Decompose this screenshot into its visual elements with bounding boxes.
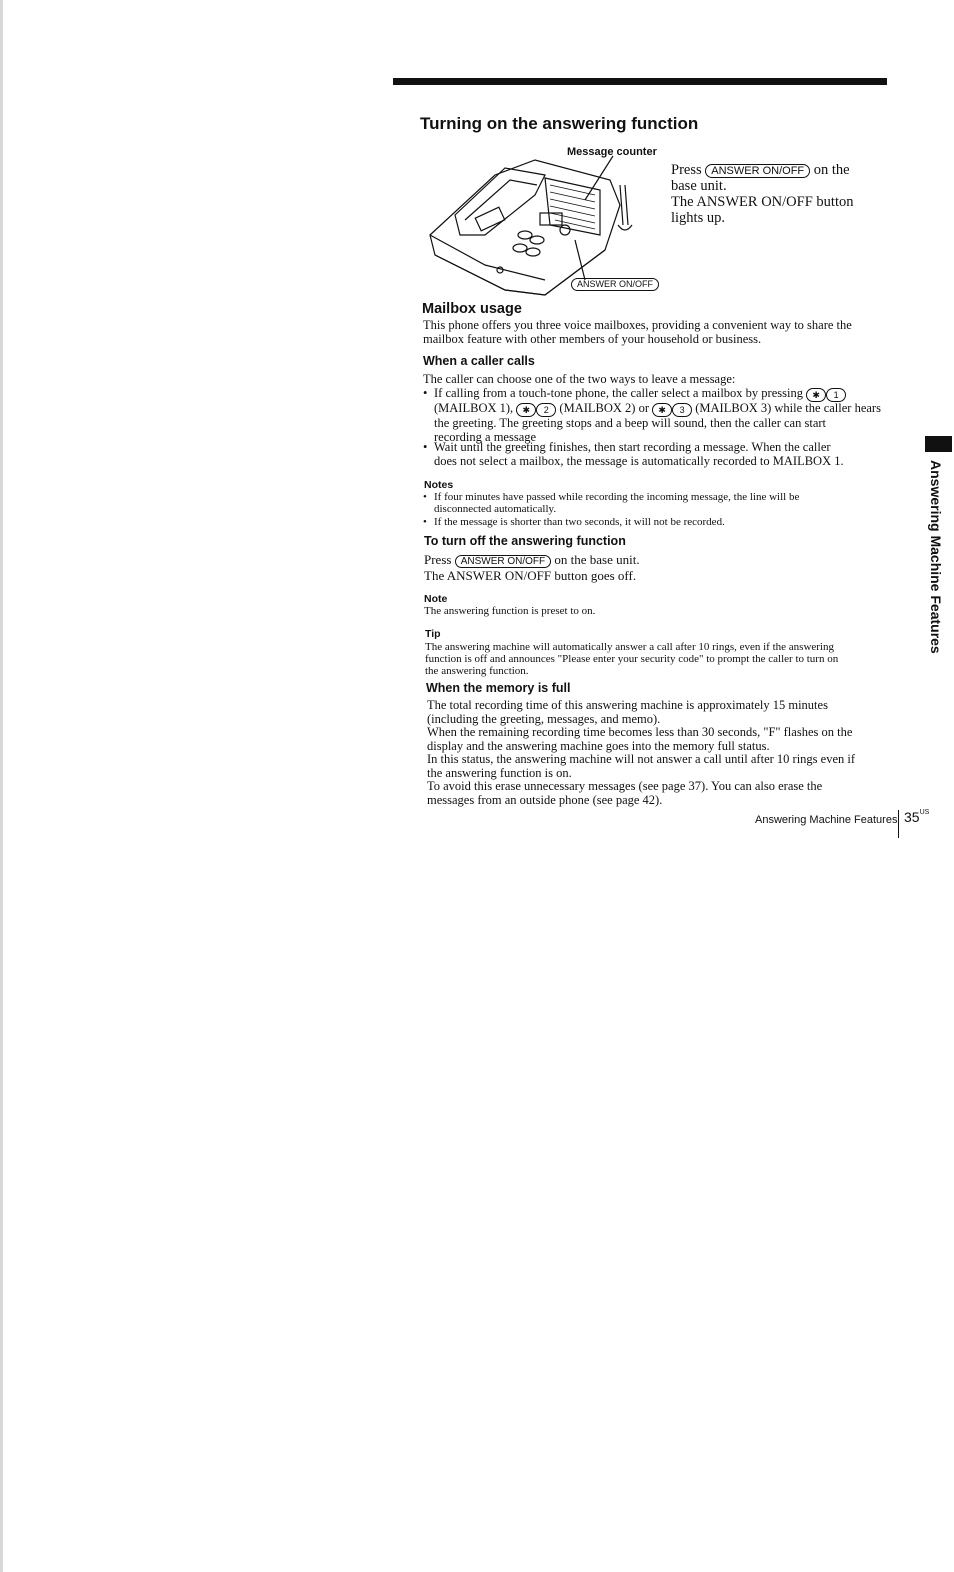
bullet-1-line-4: recording a message xyxy=(434,429,537,444)
star-key: ✱ xyxy=(806,388,826,402)
side-tab-text: Answering Machine Features xyxy=(928,460,944,654)
page-number: $35^{US}$ xyxy=(904,809,930,825)
note-heading: Note xyxy=(424,593,448,605)
star-key: ✱ xyxy=(516,403,536,417)
section-title: Turning on the answering function xyxy=(420,114,699,133)
press-line-1 xyxy=(671,162,876,178)
footer-section-label: Answering Machine Features xyxy=(755,814,898,826)
turn-off-line-1: Press ANSWER ON/OFF on the base unit. xyxy=(424,552,640,567)
side-tab-marker xyxy=(925,436,952,452)
press-instructions xyxy=(671,162,876,226)
bullet-2-line-2: does not select a mailbox, the message is automatically recorded to MAILBOX 1. xyxy=(434,453,844,468)
caller-calls-heading: When a caller calls xyxy=(423,354,535,368)
note-1: • If four minutes have passed while recording the incoming message, the line will be disconnected automatically. xyxy=(422,491,904,515)
press-word: Press xyxy=(671,162,702,178)
press-line-1-suffix: on the xyxy=(813,162,850,178)
press-line-2: base unit. xyxy=(671,178,727,194)
press-line-3: The ANSWER ON/OFF button xyxy=(671,194,854,210)
mailbox-intro-line-1: This phone offers you three voice mailboxes, providing a convenient way to share the xyxy=(423,318,852,332)
page-suffix: US xyxy=(919,809,930,816)
star-key: ✱ xyxy=(652,403,672,417)
bullet-1-line-1: • If calling from a touch-tone phone, the caller select a mailbox by pressing ✱ 1 xyxy=(434,387,904,402)
caller-bullet-2 xyxy=(422,441,904,468)
answering-machine-illustration xyxy=(425,140,670,300)
turn-off-heading: To turn off the answering function xyxy=(424,534,626,548)
memory-full-heading: When the memory is full xyxy=(426,681,571,695)
key-2: 2 xyxy=(536,403,556,417)
tip-text: The answering machine will automatically answer a call after 10 rings, even if the answering function is off and announces "Please enter your security code" to prompt the caller to turn on the answering function. xyxy=(425,641,839,677)
notes-heading: Notes xyxy=(424,479,454,491)
turn-off-line-2: The ANSWER ON/OFF button goes off. xyxy=(424,568,637,583)
top-rule xyxy=(393,78,887,85)
bullet-1-line-3: the greeting. The greeting stops and a beep will sound, then the caller can start xyxy=(434,416,827,430)
bullet-2-line-1: • Wait until the greeting finishes, then start recording a message. When the caller xyxy=(434,440,831,454)
page-edge xyxy=(0,0,3,1572)
note-text: The answering function is preset to on. xyxy=(424,605,596,617)
key-1: 1 xyxy=(826,388,846,402)
mailbox-usage-heading: Mailbox usage xyxy=(422,301,522,317)
answer-onoff-key: ANSWER ON/OFF xyxy=(705,164,810,178)
message-counter-label: Message counter xyxy=(567,146,657,158)
answer-onoff-figure-label: ANSWER ON/OFF xyxy=(571,278,659,291)
side-tab-label xyxy=(914,460,954,670)
tip-heading: Tip xyxy=(425,628,441,640)
key-3: 3 xyxy=(672,403,692,417)
bullet-1-line-2: (MAILBOX 1), ✱ 2 (MAILBOX 2) or ✱ 3 (MAILBOX 3) while the caller hears xyxy=(434,401,881,415)
note-2: • If the message is shorter than two seconds, it will not be recorded. xyxy=(422,516,904,528)
caller-bullet-1 xyxy=(422,387,904,444)
mailbox-intro-line-2: mailbox feature with other members of your household or business. xyxy=(423,332,762,346)
press-line-4: lights up. xyxy=(671,210,725,226)
memory-full-text: The total recording time of this answering machine is approximately 15 minutes (including the greeting, messages, and memo). When the remaining recording time becomes less than 30 seconds, "F" flashes on the display and the answering machine goes into the memory full status. In this status, the answering machine will not answer a call until after 10 rings even if the answering function is on. To avoid this erase unnecessary messages (see page 37). You can also erase the messages from an outside phone (see page 42). xyxy=(427,698,856,807)
caller-intro: The caller can choose one of the two ways to leave a message: xyxy=(423,372,736,386)
answer-onoff-key: ANSWER ON/OFF xyxy=(455,555,551,568)
footer-divider xyxy=(898,810,899,838)
